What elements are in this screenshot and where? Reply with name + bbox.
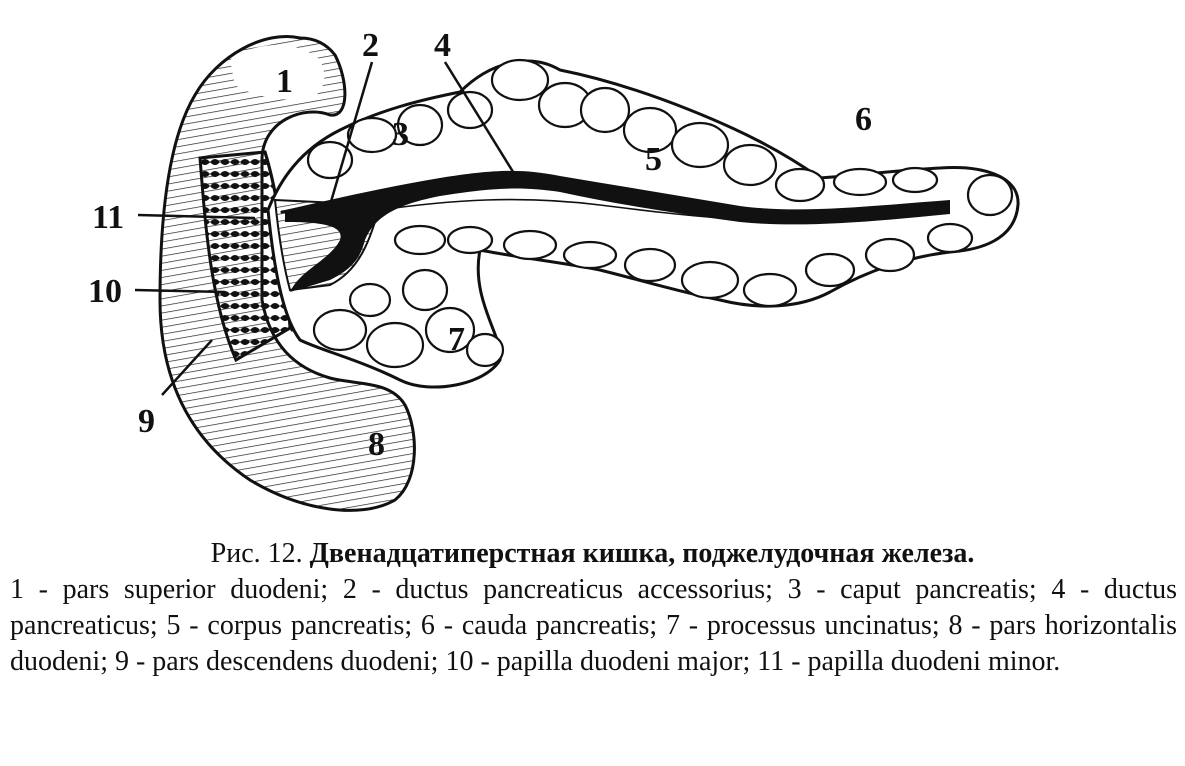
caption-legend: 1 - pars superior duodeni; 2 - ductus pancreaticus accessorius; 3 - caput pancreatis; 4 - ductus pancreaticus; 5 - corpus pancreatis; 6 - cauda pancreatis; 7 - processus uncinatus; 8 - pars horizontalis duodeni; 9 - pars descendens duodeni; 10 - papilla duodeni major; 11 - papilla duodeni minor.	[10, 574, 1177, 677]
label-9: 9	[138, 403, 155, 440]
label-4: 4	[434, 27, 451, 64]
caption-title: Двенадцатиперстная кишка, поджелудочная железа.	[309, 538, 975, 569]
label-3: 3	[392, 116, 409, 153]
caption-title-line	[0, 536, 1185, 572]
label-10: 10	[88, 273, 122, 310]
label-1: 1	[276, 63, 293, 100]
label-5: 5	[645, 141, 662, 178]
figure-caption	[0, 536, 1185, 680]
label-8: 8	[368, 426, 385, 463]
caption-prefix: Рис. 12.	[210, 538, 303, 569]
label-2: 2	[362, 27, 379, 64]
label-11: 11	[92, 199, 125, 236]
label-7: 7	[448, 321, 465, 358]
label-6: 6	[855, 101, 872, 138]
pancreas	[268, 60, 1018, 387]
